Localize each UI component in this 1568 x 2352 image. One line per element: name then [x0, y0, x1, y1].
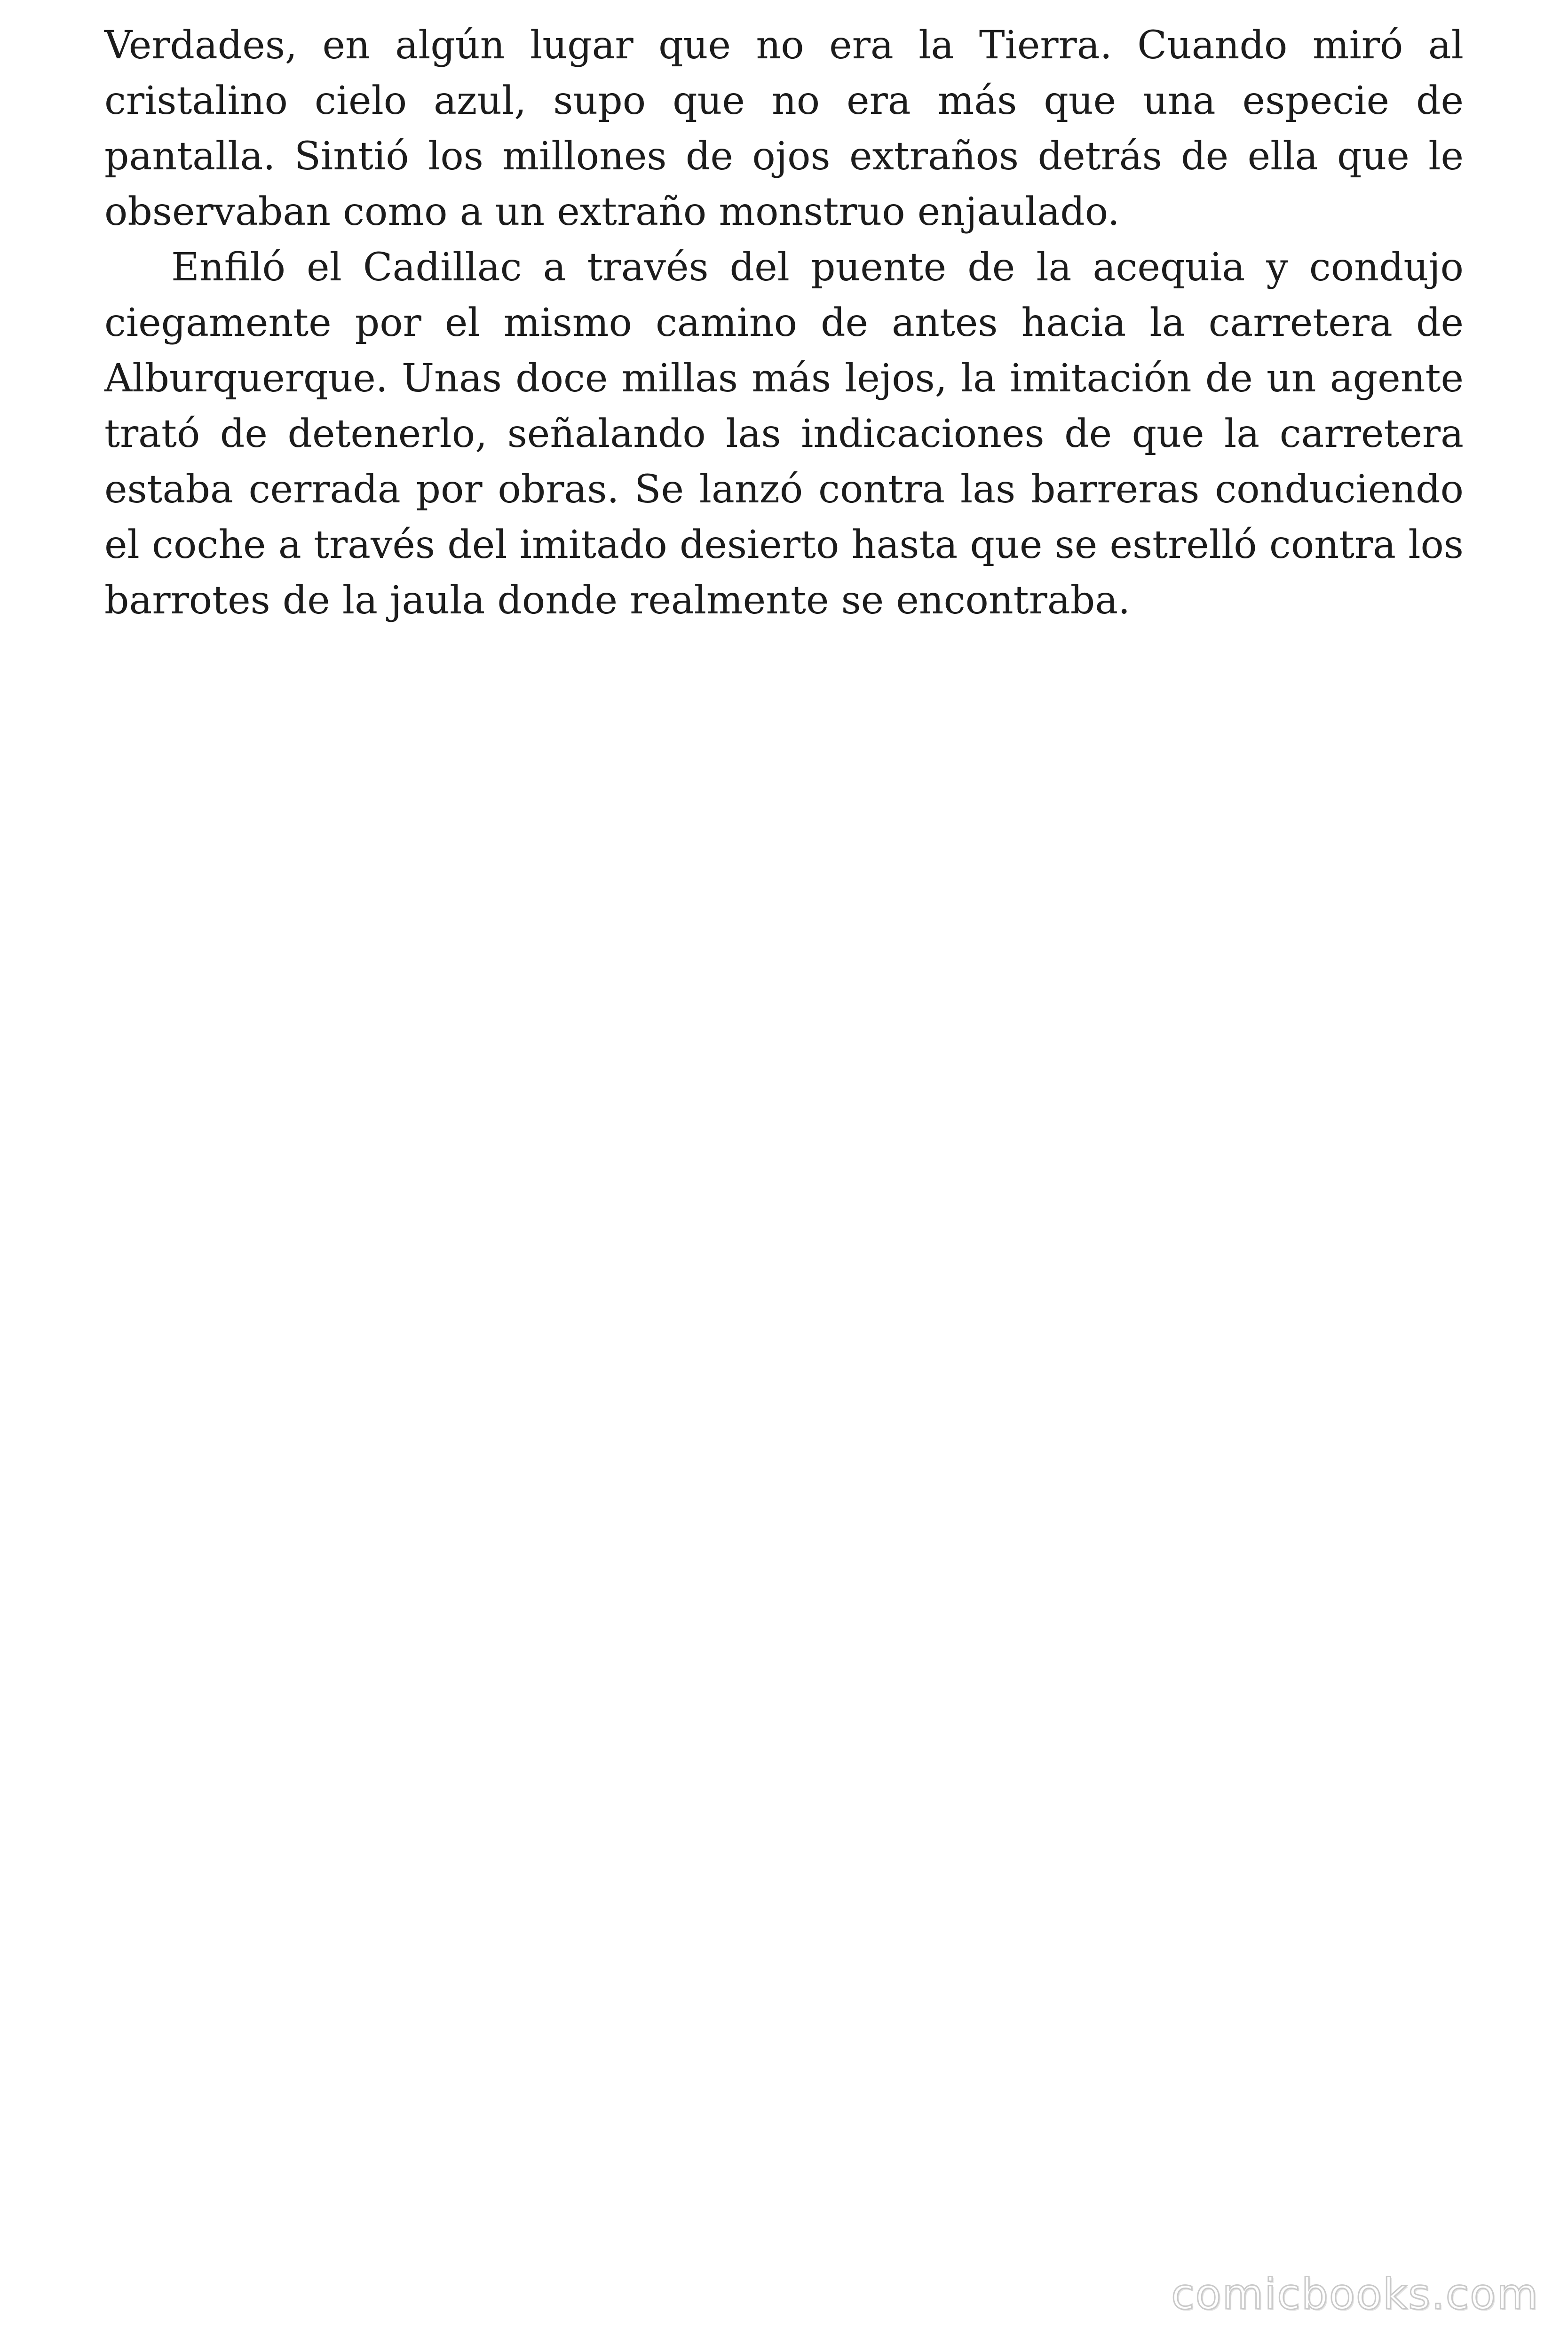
paragraph-1: Verdades, en algún lugar que no era la Tierra. Cuando miró al cristalino cielo azul, supo que no era más que una especie de pantalla. Sintió los millones de ojos extraños detrás de ella que le observaban como a un extraño monstruo enjaulado.: [104, 23, 1464, 234]
watermark-logo: comicbooks.com: [1171, 2270, 1539, 2319]
body-text: [104, 18, 1464, 628]
paragraph-2: Enfiló el Cadillac a través del puente de la acequia y condujo ciegamente por el mismo camino de antes hacia la carretera de Alburquerque. Unas doce millas más lejos, la imitación de un agente trató de detenerlo, señalando las indicaciones de que la carretera estaba cerrada por obras. Se lanzó contra las barreras conduciendo el coche a través del imitado desierto hasta que se estrelló contra los barrotes de la jaula donde realmente se encontraba.: [104, 245, 1464, 623]
